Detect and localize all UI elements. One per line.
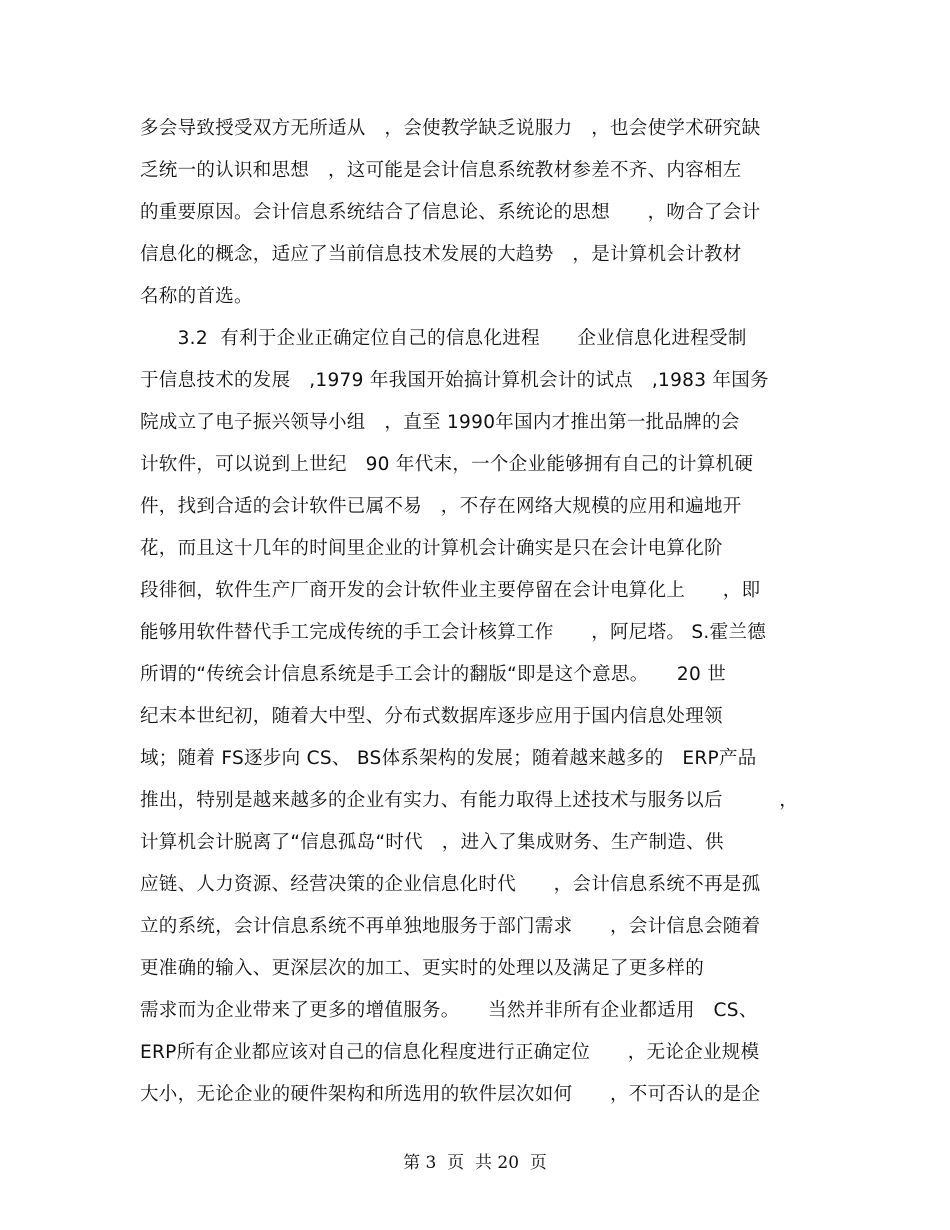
page-number-footer: 第 3 页 共 20 页 bbox=[403, 1153, 547, 1173]
text-line: 能够用软件替代手工完成传统的手工会计核算工作 ，阿尼塔。 S.霍兰德 bbox=[140, 622, 767, 643]
text-line: 名称的首选。 bbox=[140, 286, 253, 307]
text-line: 更准确的输入、更深层次的加工、更实时的处理以及满足了更多样的 bbox=[140, 958, 705, 979]
section-heading-line: 3.2 有利于企业正确定位自己的信息化进程 企业信息化进程受制 bbox=[140, 328, 747, 349]
text-line: 花，而且这十几年的时间里企业的计算机会计确实是只在会计电算化阶 bbox=[140, 538, 723, 559]
text-line: 纪末本世纪初，随着大中型、分布式数据库逐步应用于国内信息处理领 bbox=[140, 706, 723, 727]
text-line: 的重要原因。会计信息系统结合了信息论、系统论的思想 ，吻合了会计 bbox=[140, 202, 761, 223]
text-line: 大小，无论企业的硬件架构和所选用的软件层次如何 ，不可否认的是企 bbox=[140, 1084, 761, 1105]
text-line: 应链、人力资源、经营决策的企业信息化时代 ，会计信息系统不再是孤 bbox=[140, 874, 761, 895]
text-line: 域；随着 FS逐步向 CS、 BS体系架构的发展；随着越来越多的 ERP产品 bbox=[140, 748, 757, 769]
text-line: 需求而为企业带来了更多的增值服务。 当然并非所有企业都适用 CS、 bbox=[140, 1000, 758, 1021]
text-line: 件，找到合适的会计软件已属不易 ，不存在网络大规模的应用和遍地开 bbox=[140, 496, 742, 517]
text-line: 所谓的“传统会计信息系统是手工会计的翻版“即是这个意思。 20 世 bbox=[140, 664, 727, 685]
text-line: 立的系统，会计信息系统不再单独地服务于部门需求 ，会计信息会随着 bbox=[140, 916, 761, 937]
text-line: 计算机会计脱离了“信息孤岛“时代 ，进入了集成财务、生产制造、供 bbox=[140, 832, 724, 853]
text-line: 于信息技术的发展 ,1979 年我国开始搞计算机会计的试点 ,1983 年国务 bbox=[140, 370, 769, 391]
text-line: 信息化的概念，适应了当前信息技术发展的大趋势 ，是计算机会计教材 bbox=[140, 244, 742, 265]
text-line: 院成立了电子振兴领导小组 ，直至 1990年国内才推出第一批品牌的会 bbox=[140, 412, 740, 433]
text-line: 乏统一的认识和思想 ，这可能是会计信息系统教材参差不齐、内容相左 bbox=[140, 160, 742, 181]
text-line: 多会导致授受双方无所适从 ，会使教学缺乏说服力 ，也会使学术研究缺 bbox=[140, 118, 761, 139]
text-line: 计软件，可以说到上世纪 90 年代末，一个企业能够拥有自己的计算机硬 bbox=[140, 454, 754, 475]
text-line: ERP所有企业都应该对自己的信息化程度进行正确定位 ，无论企业规模 bbox=[140, 1042, 760, 1063]
text-line: 段徘徊，软件生产厂商开发的会计软件业主要停留在会计电算化上 ，即 bbox=[140, 580, 761, 601]
text-line: 推出，特别是越来越多的企业有实力、有能力取得上述技术与服务以后 ， bbox=[140, 790, 799, 811]
